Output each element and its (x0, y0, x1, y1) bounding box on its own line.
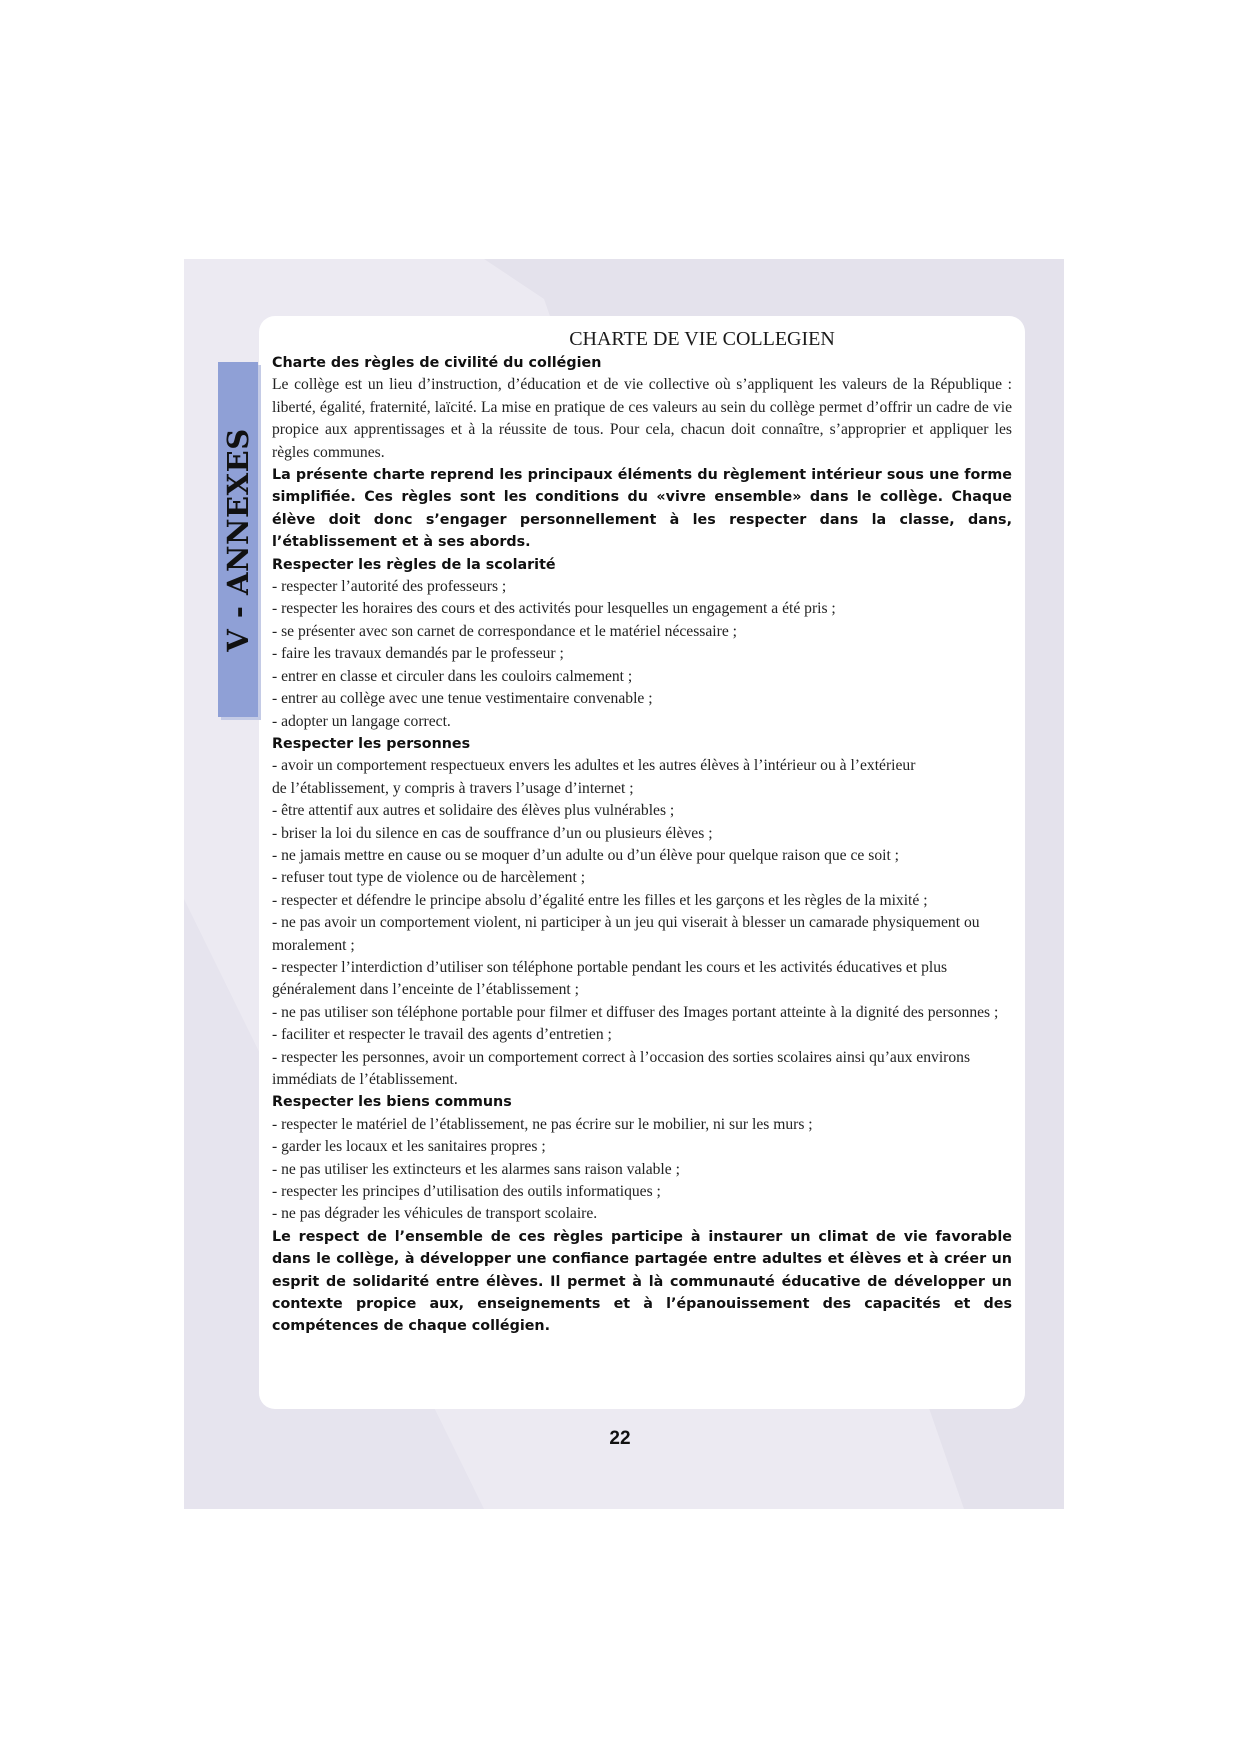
list-item: - se présenter avec son carnet de correspondance et le matériel nécessaire ; (272, 622, 737, 640)
list-item: - respecter l’autorité des professeurs ; (272, 578, 507, 596)
page-title: CHARTE DE VIE COLLEGIEN (569, 328, 835, 350)
list-item: - garder les locaux et les sanitaires propres ; (272, 1138, 546, 1156)
page-number: 22 (609, 1428, 631, 1449)
intro-heading: Charte des règles de civilité du collégien (272, 355, 602, 371)
list-item-continuation: de l’établissement, y compris à travers l’usage d’internet ; (272, 779, 634, 797)
intro-paragraph: Le collège est un lieu d’instruction, d’éducation et de vie collective où s’appliquent les valeurs de la République : liberté, égalité, fraternité, laïcité. La mise en pratique de ces valeurs au sein du collège permet d’offrir un cadre de vie propice aux apprentissages et à la réussite de tous. Pour cela, chacun doit connaître, s’approprier et appliquer les règles communes. (272, 376, 1012, 461)
list-item: - respecter les personnes, avoir un comportement correct à l’occasion des sorties scolaires ainsi qu’aux environs immédiats de l’établissement. (272, 1048, 971, 1088)
list-item: - ne pas utiliser les extincteurs et les alarmes sans raison valable ; (272, 1160, 680, 1178)
list-item: - faciliter et respecter le travail des agents d’entretien ; (272, 1026, 612, 1044)
section-heading-biens: Respecter les biens communs (272, 1094, 512, 1111)
section-heading-personnes: Respecter les personnes (272, 735, 471, 752)
list-item: - adopter un langage correct. (272, 712, 451, 730)
list-item: - refuser tout type de violence ou de harcèlement ; (272, 869, 586, 887)
intro-bold-paragraph: La présente charte reprend les principaux éléments du règlement intérieur sous une forme simplifiée. Ces règles sont les conditions du «vivre ensemble» dans le collège. Chaque élève doit donc s’engager personnellement à les respecter dans la classe, dans, l’établissement et à ses abords. (272, 467, 1012, 551)
list-item: - ne pas dégrader les véhicules de transport scolaire. (272, 1205, 598, 1223)
list-item: - ne pas avoir un comportement violent, ni participer à un jeu qui viserait à blesser un camarade physiquement ou moralement ; (272, 914, 980, 954)
list-item: - respecter l’interdiction d’utiliser son téléphone portable pendant les cours et les activités éducatives et plus généralement dans l’enceinte de l’établissement ; (272, 958, 948, 999)
list-item: - respecter les principes d’utilisation des outils informatiques ; (272, 1183, 661, 1201)
list-item: - respecter et défendre le principe absolu d’égalité entre les filles et les garçons et les règles de la mixité ; (272, 891, 928, 909)
list-item: - respecter le matériel de l’établissement, ne pas écrire sur le mobilier, ni sur les murs ; (272, 1115, 813, 1133)
list-item: - briser la loi du silence en cas de souffrance d’un ou plusieurs élèves ; (272, 824, 713, 842)
charter-content (272, 326, 1012, 1338)
list-item: - faire les travaux demandés par le professeur ; (272, 645, 564, 663)
list-item: - entrer en classe et circuler dans les couloirs calmement ; (272, 667, 633, 685)
list-item: - être attentif aux autres et solidaire des élèves plus vulnérables ; (272, 802, 675, 820)
conclusion-paragraph: Le respect de l’ensemble de ces règles participe à instaurer un climat de vie favorable dans le collège, à développer une confiance partagée entre adultes et élèves et à créer un esprit de solidarité entre élèves. Il permet à là communauté éducative de développer un contexte propice aux, enseignements et à l’épanouissement des capacités et des compétences de chaque collégien. (272, 1228, 1012, 1335)
list-item: - avoir un comportement respectueux envers les adultes et les autres élèves à l’intérieur ou à l’extérieur (272, 757, 916, 775)
list-item: - respecter les horaires des cours et des activités pour lesquelles un engagement a été pris ; (272, 600, 836, 618)
list-item: - ne pas utiliser son téléphone portable pour filmer et diffuser des Images portant atteinte à la dignité des personnes ; (272, 1003, 999, 1021)
side-tab-label: V - ANNEXES (221, 428, 255, 652)
list-item: - entrer au collège avec une tenue vestimentaire convenable ; (272, 690, 653, 708)
list-item: - ne jamais mettre en cause ou se moquer d’un adulte ou d’un élève pour quelque raison que ce soit ; (272, 846, 900, 864)
section-heading-scolarite: Respecter les règles de la scolarité (272, 556, 556, 573)
